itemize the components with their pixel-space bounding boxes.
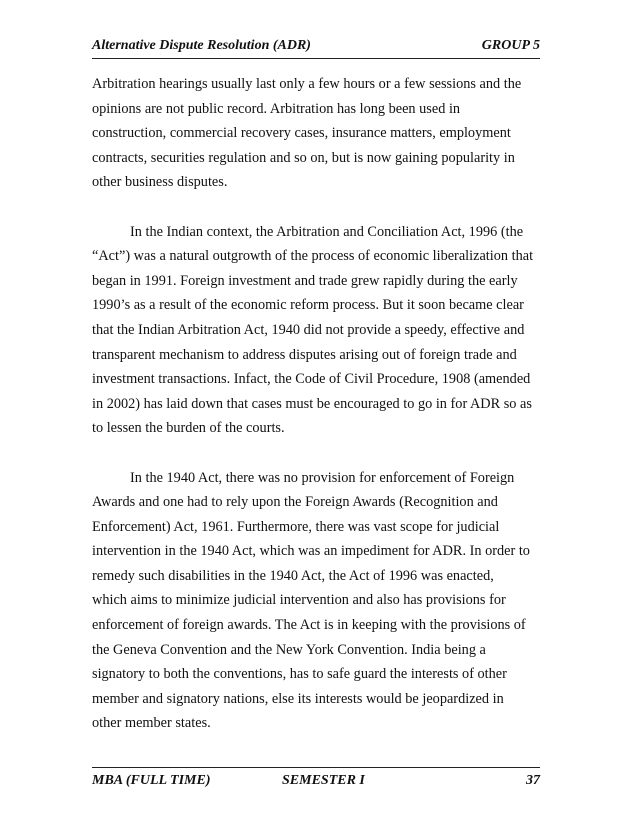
header-group: GROUP 5	[481, 38, 540, 53]
text-line: Awards and one had to rely upon the Foreign Awards (Recognition and	[92, 494, 498, 511]
text-line: member and signatory nations, else its interests would be jeopardized in	[92, 690, 504, 707]
paragraph-gap	[92, 441, 548, 466]
text-line: Enforcement) Act, 1961. Furthermore, there was vast scope for judicial	[92, 518, 500, 535]
text-line: in 2002) has laid down that cases must be encouraged to go in for ADR so as	[92, 395, 532, 412]
text-line: signatory to both the conventions, has to safe guard the interests of other	[92, 666, 507, 683]
text-line: the Geneva Convention and the New York Convention. India being a	[92, 641, 486, 658]
page-footer	[92, 767, 540, 790]
paragraph-gap	[92, 195, 548, 220]
header-title: Alternative Dispute Resolution (ADR)	[92, 38, 311, 53]
text-line: investment transactions. Infact, the Code of Civil Procedure, 1908 (amended	[92, 371, 531, 388]
text-line: transparent mechanism to address disputes arising out of foreign trade and	[92, 346, 517, 363]
text-line: that the Indian Arbitration Act, 1940 did not provide a speedy, effective and	[92, 321, 525, 338]
text-line: which aims to minimize judicial intervention and also has provisions for	[92, 592, 506, 609]
document-body	[92, 72, 548, 736]
text-line: remedy such disabilities in the 1940 Act, the Act of 1996 was enacted,	[92, 567, 494, 584]
text-line: Arbitration hearings usually last only a few hours or a few sessions and the	[92, 76, 522, 92]
text-line: other business disputes.	[92, 174, 228, 191]
text-line: enforcement of foreign awards. The Act is in keeping with the provisions of	[92, 617, 526, 634]
page-number: 37	[526, 773, 540, 788]
text-line: intervention in the 1940 Act, which was an impediment for ADR. In order to	[92, 543, 530, 560]
page-header	[92, 38, 540, 59]
text-line: 1990’s as a result of the economic reform process. But it soon became clear	[92, 297, 524, 314]
text-line: other member states.	[92, 715, 211, 732]
text-line: In the Indian context, the Arbitration and Conciliation Act, 1996 (the	[130, 223, 524, 240]
paragraph-2	[92, 220, 548, 441]
text-line: to lessen the burden of the courts.	[92, 420, 285, 437]
text-line: began in 1991. Foreign investment and trade grew rapidly during the early	[92, 272, 518, 289]
paragraph-1	[92, 72, 548, 195]
text-line: opinions are not public record. Arbitration has long been used in	[92, 100, 461, 117]
text-line: In the 1940 Act, there was no provision for enforcement of Foreign	[130, 469, 515, 486]
paragraph-3	[92, 466, 548, 737]
text-line: construction, commercial recovery cases, insurance matters, employment	[92, 125, 511, 142]
text-line: “Act”) was a natural outgrowth of the process of economic liberalization that	[92, 248, 534, 265]
footer-program: MBA (FULL TIME)	[92, 773, 211, 788]
footer-semester: SEMESTER I	[282, 773, 365, 788]
text-line: contracts, securities regulation and so on, but is now gaining popularity in	[92, 149, 515, 166]
